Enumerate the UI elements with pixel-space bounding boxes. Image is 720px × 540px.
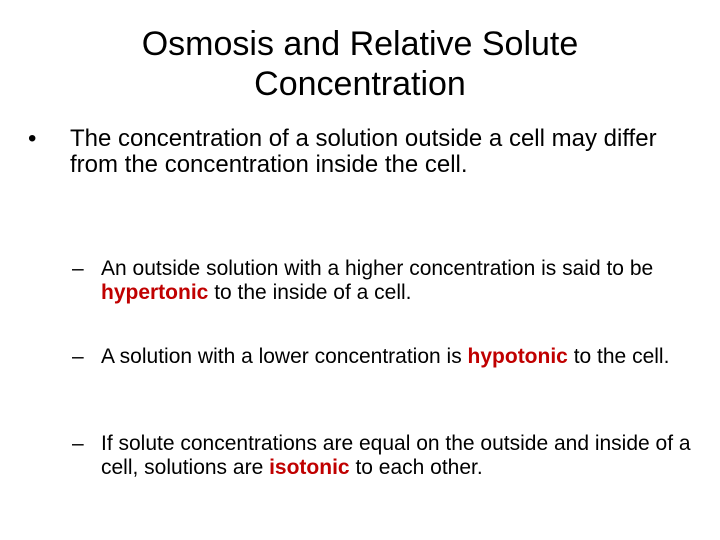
term-hypotonic: hypotonic (467, 345, 568, 368)
slide-title: Osmosis and Relative Solute Concentration (141, 25, 579, 103)
subbullet-hypertonic (72, 257, 692, 305)
bullet-marker: • (28, 125, 37, 152)
term-hypertonic: hypertonic (101, 281, 209, 304)
text-after: to each other. (349, 456, 483, 479)
text-before: If solute concentrations are equal on the outside and inside of a cell, solutions are (101, 432, 691, 479)
main-bullet (28, 126, 698, 178)
text-after: to the inside of a cell. (208, 281, 412, 304)
subbullet-marker: – (72, 345, 84, 368)
term-isotonic: isotonic (269, 456, 350, 479)
subbullet-hypotonic (72, 345, 692, 369)
text-before: A solution with a lower concentration is (101, 345, 468, 368)
subbullet-isotonic (72, 432, 692, 480)
subbullet-text (101, 432, 692, 480)
text-before: An outside solution with a higher concentration is said to be (101, 257, 654, 280)
text-after: to the cell. (567, 345, 670, 368)
subbullet-text (101, 345, 692, 369)
subbullet-marker: – (72, 432, 84, 455)
subbullet-marker: – (72, 257, 84, 280)
subbullet-text (101, 257, 692, 305)
bullet-text: The concentration of a solution outside a cell may differ from the concentration inside the cell. (70, 125, 657, 178)
